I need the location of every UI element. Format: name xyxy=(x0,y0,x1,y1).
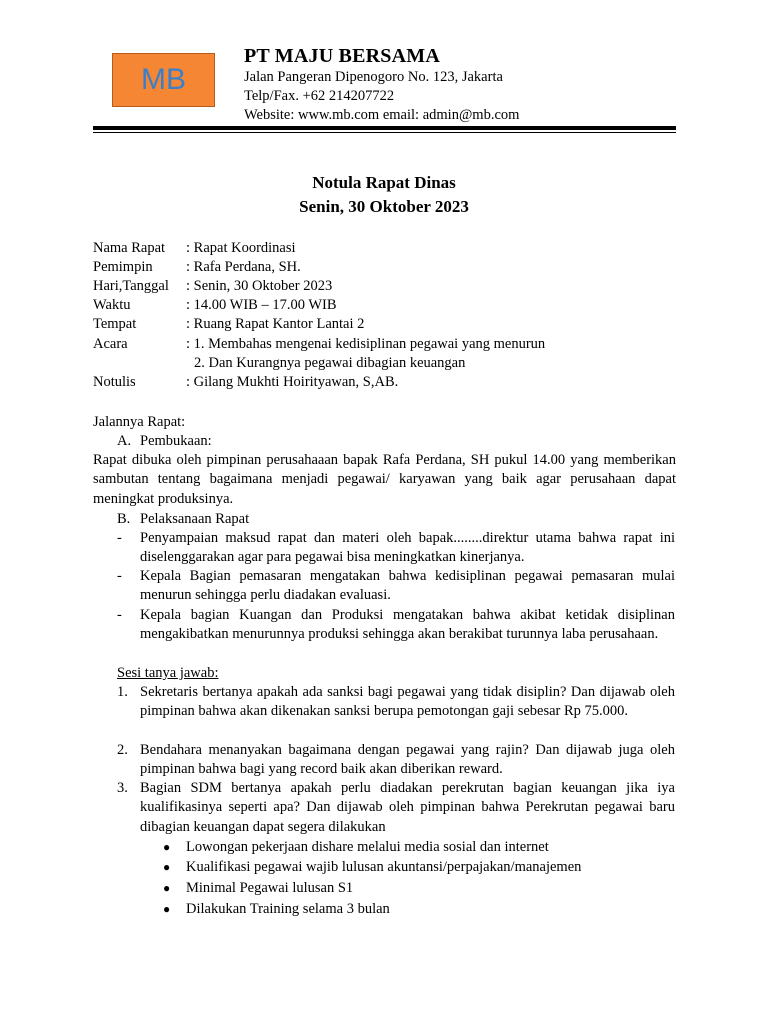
section-heading: Jalannya Rapat: xyxy=(93,414,186,430)
bullet-icon: ● xyxy=(163,860,171,874)
info-value: : Rafa Perdana, SH. xyxy=(186,259,301,275)
company-phone: Telp/Fax. +62 214207722 xyxy=(244,88,395,104)
info-label: Tempat xyxy=(93,316,137,332)
header-rule-thick xyxy=(93,126,676,130)
info-label: Hari,Tanggal xyxy=(93,278,169,294)
dash-item: Kepala Bagian pemasaran mengatakan bahwa kedisiplinan pegawai pemasaran mulai menurun sehingga perlu diadakan evaluasi. xyxy=(140,568,675,604)
info-label: Acara xyxy=(93,336,128,352)
info-value: 2. Dan Kurangnya pegawai dibagian keuangan xyxy=(194,355,466,371)
info-label: Notulis xyxy=(93,374,136,390)
document-date: Senin, 30 Oktober 2023 xyxy=(299,197,469,216)
section-title: Pembukaan: xyxy=(140,433,212,449)
section-marker: B. xyxy=(117,511,131,527)
section-marker: A. xyxy=(117,433,132,449)
qa-number: 1. xyxy=(117,684,128,700)
document-title: Notula Rapat Dinas xyxy=(312,173,456,192)
info-label: Waktu xyxy=(93,297,131,313)
bullet-item: Kualifikasi pegawai wajib lulusan akuntansi/perpajakan/manajemen xyxy=(186,859,582,875)
header-rule-thin xyxy=(93,132,676,133)
info-label: Pemimpin xyxy=(93,259,153,275)
dash-marker: - xyxy=(117,568,122,584)
company-logo xyxy=(112,53,215,107)
bullet-icon: ● xyxy=(163,881,171,895)
dash-item: Kepala bagian Kuangan dan Produksi mengatakan bahwa akibat ketidak disiplinan mengakibatkan menurunnya produksi sehingga akan berakibat turunnya laba perusahaan. xyxy=(140,607,675,643)
dash-marker: - xyxy=(117,530,122,546)
info-value: : 1. Membahas mengenai kedisiplinan pegawai yang menurun xyxy=(186,336,546,352)
qa-item: Bendahara menanyakan bagaimana dengan pegawai yang rajin? Dan dijawab juga oleh pimpinan bahwa bagi yang record baik akan diberikan reward. xyxy=(140,742,675,778)
bullet-icon: ● xyxy=(163,840,171,854)
info-value: : Rapat Koordinasi xyxy=(186,240,296,256)
dash-item: Penyampaian maksud rapat dan materi oleh bapak........direktur utama bahwa rapat ini diselenggarakan agar para pegawai bisa meningkatkan kinerjanya. xyxy=(140,530,675,566)
qa-heading: Sesi tanya jawab: xyxy=(117,665,219,681)
company-name: PT MAJU BERSAMA xyxy=(244,45,440,67)
company-address: Jalan Pangeran Dipenogoro No. 123, Jakarta xyxy=(244,69,503,85)
opening-paragraph: Rapat dibuka oleh pimpinan perusahaaan bapak Rafa Perdana, SH pukul 14.00 yang memberikan sambutan tentang bagaimana menjadi pegawai/ karyawan yang baik agar perusahaan dapat meningkat produksinya. xyxy=(93,452,676,507)
company-website: Website: www.mb.com email: admin@mb.com xyxy=(244,107,520,123)
bullet-item: Dilakukan Training selama 3 bulan xyxy=(186,901,390,917)
info-value: : Ruang Rapat Kantor Lantai 2 xyxy=(186,316,365,332)
qa-item: Sekretaris bertanya apakah ada sanksi bagi pegawai yang tidak disiplin? Dan dijawab oleh pimpinan bahwa akan dikenakan sanksi berupa pemotongan gaji sebesar Rp 75.000. xyxy=(140,684,675,720)
logo-text: MB xyxy=(141,63,186,96)
bullet-icon: ● xyxy=(163,902,171,916)
bullet-item: Lowongan pekerjaan dishare melalui media sosial dan internet xyxy=(186,839,549,855)
bullet-item: Minimal Pegawai lulusan S1 xyxy=(186,880,354,896)
info-value: : Gilang Mukhti Hoirityawan, S,AB. xyxy=(186,374,399,390)
section-title: Pelaksanaan Rapat xyxy=(140,511,250,527)
info-value: : Senin, 30 Oktober 2023 xyxy=(186,278,333,294)
dash-marker: - xyxy=(117,607,122,623)
qa-item: Bagian SDM bertanya apakah perlu diadakan perekrutan bagian keuangan jika iya kualifikasinya seperti apa? Dan dijawab oleh pimpinan bahwa Perekrutan pegawai baru dibagian keuangan dapat segera dilakukan xyxy=(140,780,675,835)
info-label: Nama Rapat xyxy=(93,240,166,256)
info-value: : 14.00 WIB – 17.00 WIB xyxy=(186,297,337,313)
qa-number: 2. xyxy=(117,742,128,758)
qa-number: 3. xyxy=(117,780,128,796)
